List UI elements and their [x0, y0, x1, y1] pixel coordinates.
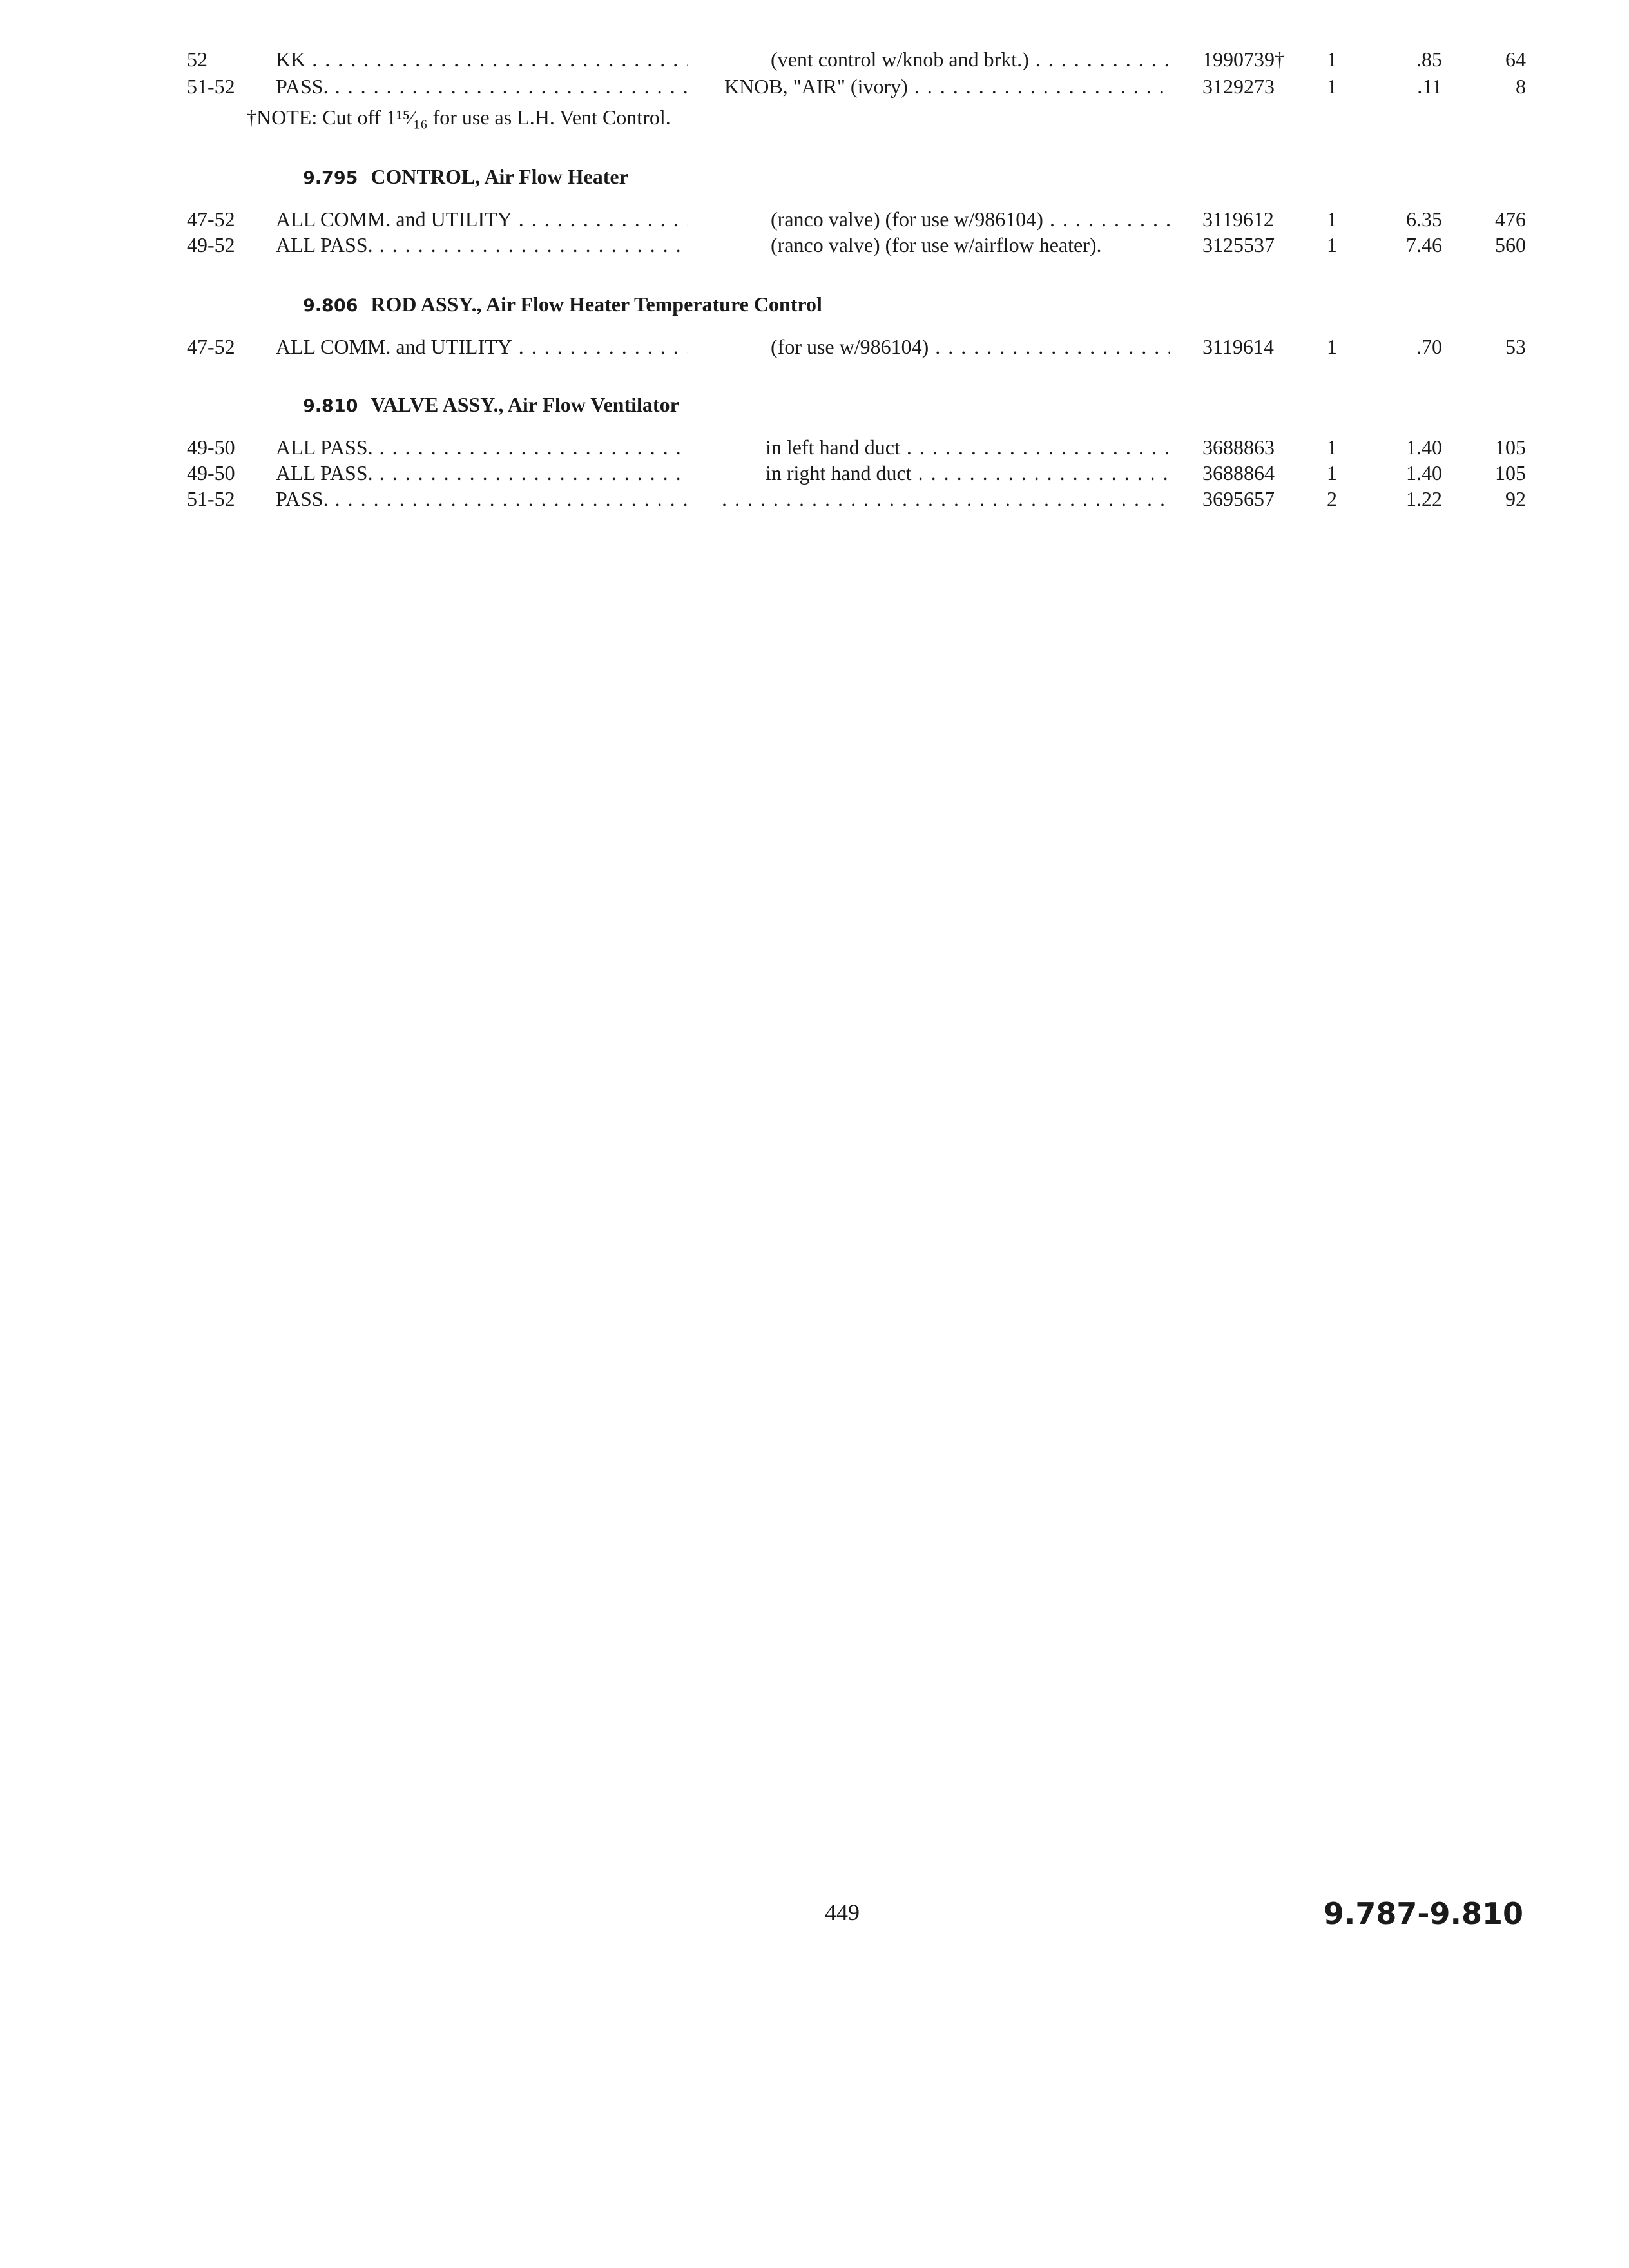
price-cell: 1.40 [1406, 461, 1442, 485]
part-number-cell: 3129273 [1202, 75, 1275, 98]
model-cell: ALL PASS. . . . [276, 460, 688, 486]
description-cell: in right hand duct . . . [766, 460, 1170, 486]
unit-cell: 8 [1516, 75, 1526, 98]
model-cell: PASS. . . . [276, 486, 688, 512]
description-cell: KNOB, "AIR" (ivory) . . . [724, 73, 1170, 99]
section-title: ROD ASSY., Air Flow Heater Temperature Control [371, 293, 822, 316]
unit-cell: 92 [1505, 487, 1526, 510]
unit-cell: 64 [1505, 48, 1526, 71]
quantity-cell: 1 [1327, 75, 1337, 98]
part-number-cell: 3688864 [1202, 461, 1275, 485]
price-cell: 6.35 [1406, 207, 1442, 231]
description-cell: (ranco valve) (for use w/986104) . . . [771, 206, 1170, 232]
years-cell: 51-52 [187, 487, 235, 510]
part-row [0, 46, 1629, 72]
part-row [0, 334, 1629, 360]
years-cell: 51-52 [187, 75, 235, 98]
unit-cell: 53 [1505, 335, 1526, 358]
description-cell: in left hand duct . . . [766, 434, 1170, 460]
part-row [0, 486, 1629, 512]
part-number-cell: 3119612 [1202, 207, 1274, 231]
description-cell: (for use w/986104) . . . [771, 334, 1170, 360]
price-cell: 1.22 [1406, 487, 1442, 510]
price-cell: 7.46 [1406, 233, 1442, 256]
quantity-cell: 1 [1327, 436, 1337, 459]
part-row [0, 206, 1629, 232]
unit-cell: 105 [1495, 436, 1526, 459]
part-number-cell: 3125537 [1202, 233, 1275, 256]
price-cell: .85 [1416, 48, 1442, 71]
model-cell: ALL COMM. and UTILITY . . . [276, 334, 688, 360]
years-cell: 49-50 [187, 461, 235, 485]
model-cell: ALL PASS. . . . [276, 434, 688, 460]
years-cell: 49-50 [187, 436, 235, 459]
section-number: 9.795 [303, 168, 358, 188]
description-cell: (ranco valve) (for use w/airflow heater). [771, 233, 1102, 256]
price-cell: .70 [1416, 335, 1442, 358]
section-number: 9.806 [303, 296, 358, 316]
description-cell [722, 486, 1170, 512]
quantity-cell: 1 [1327, 233, 1337, 256]
model-cell: ALL PASS. . . . [276, 232, 688, 258]
unit-cell: 476 [1495, 207, 1526, 231]
part-row [0, 434, 1629, 460]
years-cell: 47-52 [187, 207, 235, 231]
part-row [0, 232, 1629, 258]
quantity-cell: 1 [1327, 461, 1337, 485]
quantity-cell: 1 [1327, 48, 1337, 71]
years-cell: 49-52 [187, 233, 235, 256]
footnote: †NOTE: Cut off 1¹⁵⁄₁₆ for use as L.H. Vent Control. [246, 106, 671, 129]
section-title: VALVE ASSY., Air Flow Ventilator [371, 393, 679, 416]
page-number: 449 [825, 1899, 860, 1925]
quantity-cell: 2 [1327, 487, 1337, 510]
years-cell: 52 [187, 48, 207, 71]
model-cell: PASS. . . . [276, 73, 688, 99]
unit-cell: 560 [1495, 233, 1526, 256]
description-cell: (vent control w/knob and brkt.) . . . [771, 46, 1170, 72]
part-number-cell: 3688863 [1202, 436, 1275, 459]
section-title: CONTROL, Air Flow Heater [371, 165, 628, 188]
part-row [0, 73, 1629, 99]
price-cell: .11 [1417, 75, 1442, 98]
page-range: 9.787-9.810 [1323, 1896, 1523, 1931]
quantity-cell: 1 [1327, 335, 1337, 358]
part-number-cell: 1990739† [1202, 48, 1285, 71]
model-cell: KK . . . [276, 46, 688, 72]
section-heading [303, 290, 822, 320]
part-number-cell: 3119614 [1202, 335, 1274, 358]
part-number-cell: 3695657 [1202, 487, 1275, 510]
part-row [0, 460, 1629, 486]
section-heading [303, 162, 628, 193]
section-heading [303, 390, 679, 421]
model-cell: ALL COMM. and UTILITY . . . [276, 206, 688, 232]
price-cell: 1.40 [1406, 436, 1442, 459]
section-number: 9.810 [303, 396, 358, 416]
quantity-cell: 1 [1327, 207, 1337, 231]
unit-cell: 105 [1495, 461, 1526, 485]
years-cell: 47-52 [187, 335, 235, 358]
